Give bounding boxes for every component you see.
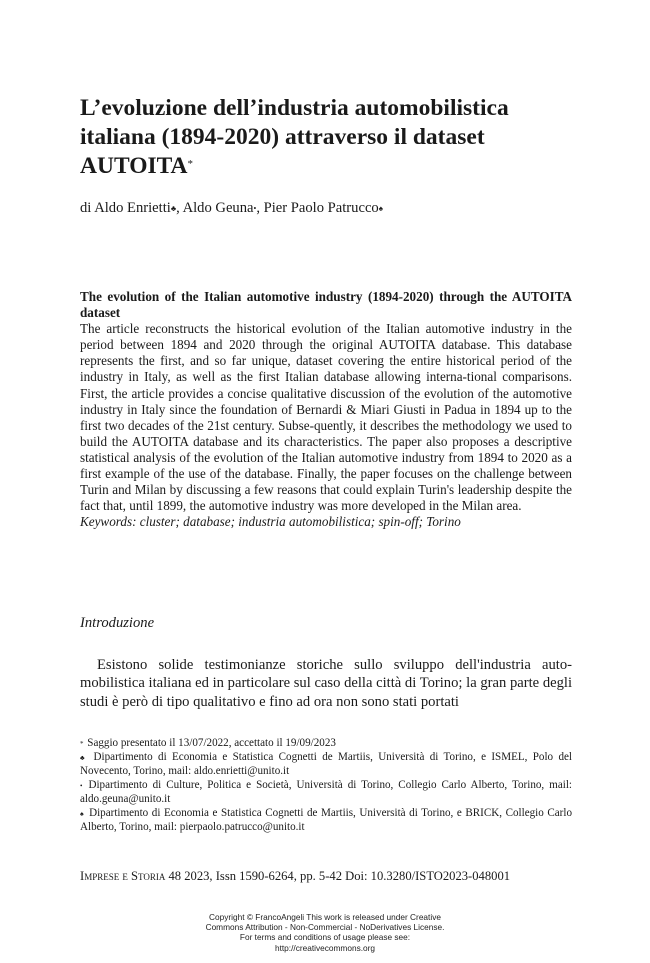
- footnote-text: Saggio presentato il 13/07/2022, accettato il 19/09/2023: [87, 737, 336, 749]
- intro-paragraph: Esistono solide testimonianze storiche sullo sviluppo dell'industria auto-mobilistica italiana ed in particolare sul caso della città di Torino; la gran parte degli studi è però di tipo qualitativo e fino ad ora non sono stati portati: [80, 657, 572, 710]
- footnote-text: Dipartimento di Economia e Statistica Cognetti de Martiis, Università di Torino, e ISMEL, Polo del Novecento, Torino, mail: aldo.enrietti@unito.it: [80, 751, 573, 777]
- author-footnote-mark: ♠: [378, 204, 383, 213]
- footnote: [80, 736, 572, 750]
- author-name: Aldo Geuna: [182, 200, 254, 216]
- footnote-text: Dipartimento di Culture, Politica e Società, Università di Torino, Collegio Carlo Alberto, Torino, mail: aldo.geuna@unito.it: [80, 779, 572, 805]
- copyright-notice: [150, 912, 500, 953]
- copyright-line: For terms and conditions of usage please see:: [239, 932, 411, 943]
- article-title-text: L’evoluzione dell’industria automobilistica italiana (1894-2020) attraverso il dataset AUTOITA: [80, 95, 509, 179]
- author-footnote-mark: ♣: [170, 204, 177, 213]
- title-footnote-mark: *: [187, 158, 194, 170]
- footnote: [80, 778, 572, 806]
- copyright-link: http://creativecommons.org: [274, 942, 376, 953]
- english-abstract: [80, 289, 572, 530]
- author-separator: ,: [256, 200, 264, 216]
- journal-details: 48 2023, Issn 1590-6264, pp. 5-42 Doi: 10.3280/ISTO2023-048001: [165, 869, 511, 883]
- article-title: [80, 94, 580, 181]
- section-heading: Introduzione: [80, 615, 155, 631]
- abstract-title: The evolution of the Italian automotive industry (1894-2020) through the AUTOITA dataset: [80, 289, 572, 321]
- author-separator: ,: [176, 200, 183, 216]
- author-prefix: di: [80, 200, 95, 216]
- author-name: Pier Paolo Patrucco: [263, 200, 379, 216]
- author-footnote-mark: •: [253, 204, 257, 213]
- footnote-mark: •: [80, 782, 83, 790]
- abstract-body: The article reconstructs the historical evolution of the Italian automotive industry in the period between 1894 and 2020 through the original AUTOITA database. This database represents the first, and so far unique, dataset covering the entire historical period of the industry in Italy, as well as the first Italian database allowing interna-tional comparisons. First, the article provides a concise qualitative discussion of the evolution of the automotive industry in Italy since the foundation of Bernardi & Miari Giusti in Padua in 1894 up to the first two decades of the 21st century. Subse-quently, it describes the methodology we used to build the AUTOITA database and its characteristics. The paper also proposes a descriptive statistical analysis of the evolution of the Italian automotive industry from 1894 to 2020 as a first example of the use of the database. Finally, the paper focuses on the challenge between Turin and Milan by discussing a few reasons that could explain Turin's leadership despite the fact that, until 1899, the automotive industry was more developed in the Milan area.: [80, 321, 572, 514]
- journal-citation: [80, 869, 580, 884]
- footnote: [80, 750, 572, 778]
- footnotes: [80, 736, 572, 834]
- copyright-line: Copyright © FrancoAngeli This work is released under Creative: [209, 912, 441, 922]
- footnote-mark: *: [80, 740, 84, 748]
- footnote-mark: ♠: [80, 810, 85, 818]
- author-name: Aldo Enrietti: [94, 200, 171, 216]
- footnote-text: Dipartimento di Economia e Statistica Cognetti de Martiis, Università di Torino, e BRICK, Collegio Carlo Alberto, Torino, mail: pierpaolo.patrucco@unito.it: [80, 807, 573, 833]
- abstract-keywords: Keywords: cluster; database; industria automobilistica; spin-off; Torino: [80, 514, 461, 530]
- footnote-mark: ♣: [80, 754, 88, 762]
- author-line: [80, 199, 580, 217]
- journal-name: Imprese e Storia: [80, 869, 166, 883]
- copyright-line: Commons Attribution - Non-Commercial - NoDerivatives License.: [205, 922, 445, 933]
- footnote: [80, 806, 572, 834]
